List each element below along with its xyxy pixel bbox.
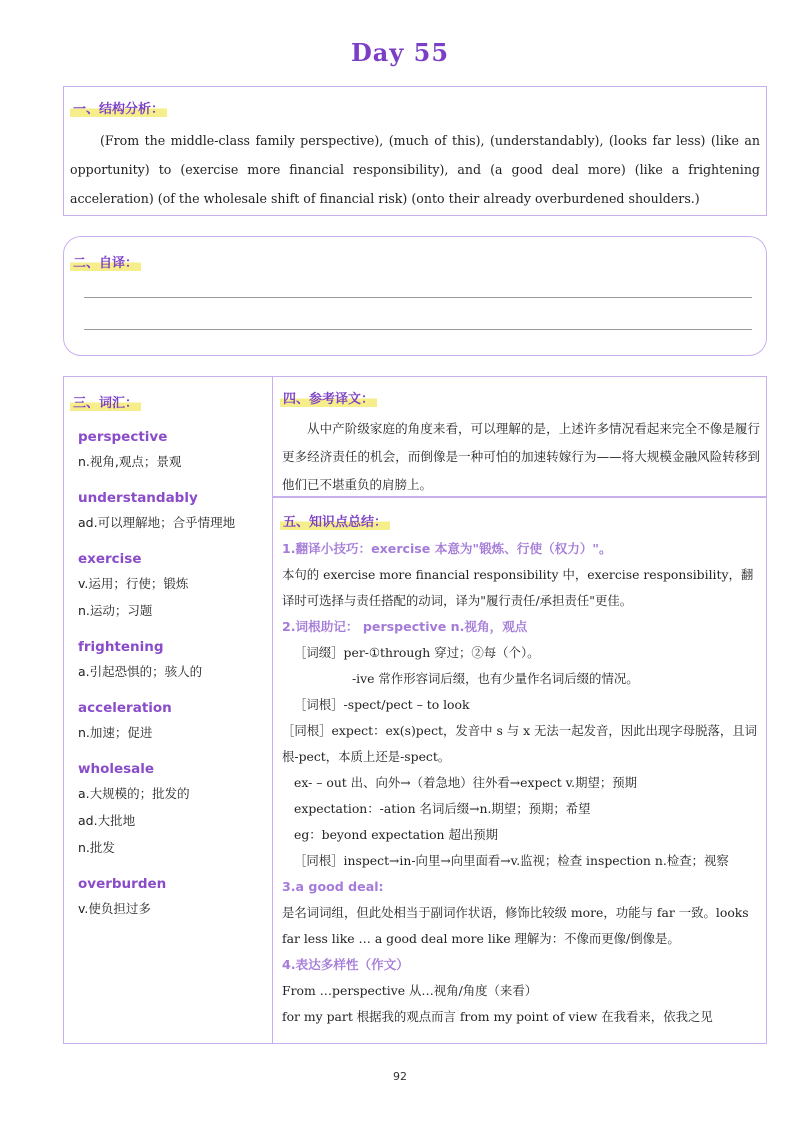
self-translation-box (63, 236, 767, 356)
vocab-term: perspective (78, 429, 168, 445)
vocab-definition: n.视角,观点；景观 (78, 454, 182, 469)
reference-translation-heading: 四、参考译文： (280, 388, 377, 407)
vocab-definition: n.加速；促进 (78, 725, 153, 740)
summary-line: eg：beyond expectation 超出预期 (294, 827, 499, 842)
vocab-definition: a.大规模的；批发的 (78, 786, 190, 801)
summary-line: -ive 常作形容词后缀，也有少量作名词后缀的情况。 (352, 671, 639, 686)
summary-line: ［同根］expect：ex(s)pect，发音中 s 与 x 无法一起发音，因此出现字母脱落，且词根-pect，本质上还是-spect。 (282, 723, 758, 764)
summary-line: From …perspective 从…视角/角度（来看） (282, 983, 538, 998)
vocab-definition: v.运用；行使；锻炼 (78, 576, 189, 591)
summary-line: ex- – out 出、向外→（着急地）往外看→expect v.期望；预期 (294, 775, 638, 790)
summary-subheading: 4.表达多样性（作文） (282, 957, 409, 972)
vocab-definition: a.引起恐惧的；骇人的 (78, 664, 203, 679)
vocabulary-heading: 三、词汇： (70, 392, 141, 411)
vocab-term: overburden (78, 876, 167, 892)
summary-line: ［词缀］per-①through 穿过；②每（个）。 (294, 645, 540, 660)
summary-subheading: 2.词根助记： perspective n.视角，观点 (282, 619, 528, 634)
vocab-term: acceleration (78, 700, 172, 716)
vocab-term: exercise (78, 551, 142, 567)
summary-line: 本句的 exercise more financial responsibility 中，exercise responsibility，翻译时可选择与责任搭配的动词，译为"履行责任/承担责任"更佳。 (282, 567, 754, 608)
page-number: 92 (393, 1070, 407, 1083)
writing-line (84, 297, 752, 298)
vocab-term: understandably (78, 490, 198, 506)
page-title: Day 55 (350, 38, 450, 67)
summary-line: 是名词词组，但此处相当于副词作状语，修饰比较级 more，功能与 far 一致。looks far less like … a good deal more like 理解为：不像而更像/倒像是。 (282, 905, 749, 946)
summary-subheading: 3.a good deal: (282, 879, 384, 894)
vocabulary-list (78, 426, 263, 922)
vocab-definition: v.使负担过多 (78, 901, 151, 916)
knowledge-summary-list (282, 536, 760, 1030)
structure-analysis-text: (From the middle-class family perspective), (much of this), (understandably), (looks far less) (like an opportunity) to (exercise more financial responsibility), and (a good deal more) (like a frightening acceleration) (of the wholesale shift of financial risk) (onto their already overburdened shoulders.) (70, 133, 760, 206)
structure-analysis-heading: 一、结构分析： (70, 98, 167, 117)
self-translation-heading: 二、自译： (70, 252, 141, 271)
vocab-term: frightening (78, 639, 164, 655)
vocab-definition: n.运动；习题 (78, 603, 153, 618)
vocab-definition: n.批发 (78, 840, 115, 855)
writing-line (84, 329, 752, 330)
summary-line: for my part 根据我的观点而言 from my point of view 在我看来，依我之见 (282, 1009, 713, 1024)
summary-line: ［词根］-spect/pect – to look (294, 697, 470, 712)
vocab-term: wholesale (78, 761, 155, 777)
summary-line: ［同根］inspect→in-向里→向里面看→v.监视；检查 inspection n.检查；视察 (294, 853, 729, 868)
reference-translation-text: 从中产阶级家庭的角度来看，可以理解的是，上述许多情况看起来完全不像是履行更多经济责任的机会，而倒像是一种可怕的加速转嫁行为——将大规模金融风险转移到他们已不堪重负的肩膀上。 (282, 421, 760, 492)
summary-line: expectation：-ation 名词后缀→n.期望；预期；希望 (294, 801, 591, 816)
knowledge-summary-heading: 五、知识点总结： (280, 511, 390, 530)
summary-subheading: 1.翻译小技巧：exercise 本意为"锻炼、行使（权力）"。 (282, 541, 612, 556)
vocab-definition: ad.大批地 (78, 813, 136, 828)
vocab-definition: ad.可以理解地；合乎情理地 (78, 515, 236, 530)
